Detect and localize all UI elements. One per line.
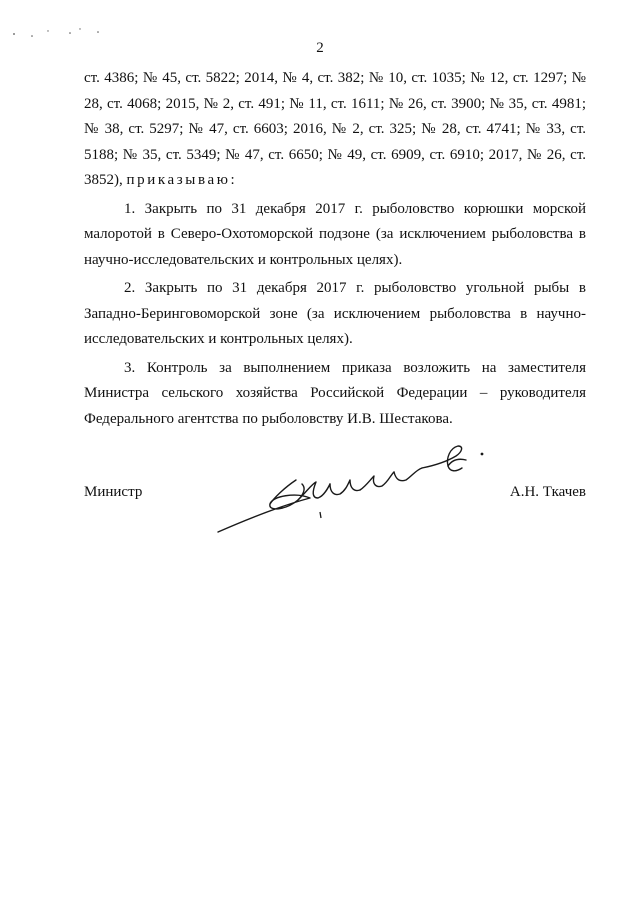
page-number: 2	[316, 40, 324, 56]
signatory-position: Министр	[84, 484, 143, 500]
order-word: приказываю:	[126, 172, 238, 188]
legal-references-text: ст. 4386; № 45, ст. 5822; 2014, № 4, ст. 382; № 10, ст. 1035; № 12, ст. 1297; № 28, ст. 4068; 2015, № 2, ст. 491; № 11, ст. 1611; № 26, ст. 3900; № 35, ст. 4981; № 38, ст. 5297; № 47, ст. 6603; 2016, № 2, ст. 325; № 28, ст. 4741; № 33, ст. 5188; № 35, ст. 5349; № 47, ст. 6650; № 49, ст. 6909, ст. 6910; 2017, № 26, ст. 3852),	[84, 70, 586, 188]
signature-row	[84, 484, 586, 506]
scan-noise-marks	[10, 20, 110, 40]
order-item-3: 3. Контроль за выполнением приказа возложить на заместителя Министра сельского хозяйства Российской Федерации – руководителя Федерального агентства по рыболовству И.В. Шестакова.	[84, 359, 586, 427]
order-item-1: 1. Закрыть по 31 декабря 2017 г. рыболовство корюшки морской малоротой в Северо-Охотоморской подзоне (за исключением рыболовства в научно-исследовательских и контрольных целях).	[84, 200, 586, 268]
signatory-name: А.Н. Ткачев	[509, 484, 586, 500]
intro-paragraph	[84, 66, 586, 194]
document-body	[84, 66, 586, 432]
order-item-2: 2. Закрыть по 31 декабря 2017 г. рыболовство угольной рыбы в Западно-Беринговоморской зоне (за исключением рыболовства в научно-исследовательских и контрольных целях).	[84, 280, 586, 347]
